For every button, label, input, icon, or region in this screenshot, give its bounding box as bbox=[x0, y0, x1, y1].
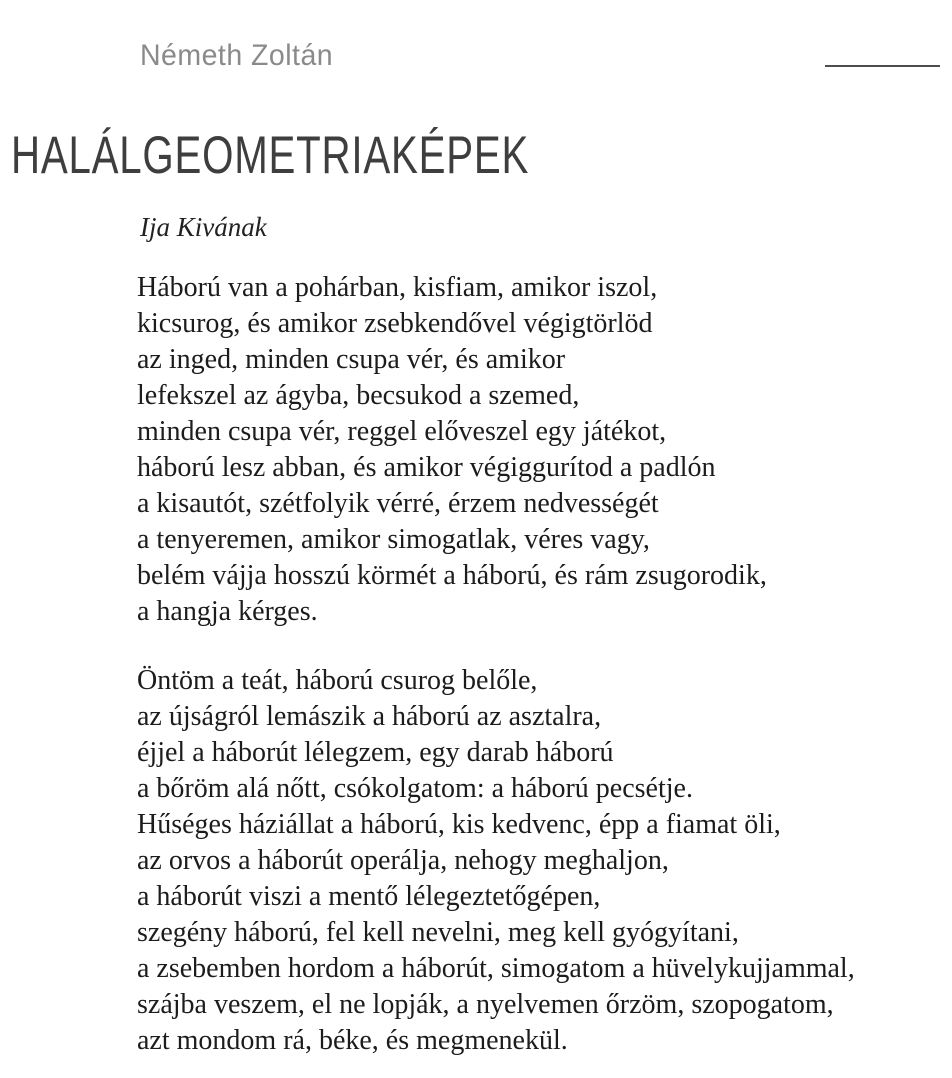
stanza bbox=[137, 270, 855, 630]
poem-line: szegény háború, fel kell nevelni, meg kell gyógyítani, bbox=[137, 917, 739, 948]
poem-line: szájba veszem, el ne lopják, a nyelvemen őrzöm, szopogatom, bbox=[137, 989, 834, 1020]
poem-line: a tenyeremen, amikor simogatlak, véres vagy, bbox=[137, 524, 650, 555]
poem-line: az orvos a háborút operálja, nehogy meghaljon, bbox=[137, 845, 669, 876]
poem-line: Háború van a pohárban, kisfiam, amikor iszol, bbox=[137, 272, 658, 303]
poem-body bbox=[137, 270, 855, 1078]
poem-line: háború lesz abban, és amikor végiggurítod a padlón bbox=[137, 452, 716, 483]
poem-line: a kisautót, szétfolyik vérré, érzem nedvességét bbox=[137, 488, 659, 519]
poem-line: Hűséges háziállat a háború, kis kedvenc, épp a fiamat öli, bbox=[137, 809, 781, 840]
poem-line: lefekszel az ágyba, becsukod a szemed, bbox=[137, 380, 580, 411]
author-name: Németh Zoltán bbox=[140, 39, 334, 72]
poem-line: kicsurog, és amikor zsebkendővel végigtörlöd bbox=[137, 308, 653, 339]
poem-dedication: Ija Kivának bbox=[140, 212, 267, 242]
poem-line: a zsebemben hordom a háborút, simogatom a hüvelykujjammal, bbox=[137, 953, 855, 984]
stanza bbox=[137, 663, 855, 1059]
poem-line: a bőröm alá nőtt, csókolgatom: a háború pecsétje. bbox=[137, 773, 693, 804]
poem-line: az újságról lemászik a háború az asztalra, bbox=[137, 701, 602, 732]
poem-line: belém vájja hosszú körmét a háború, és rám zsugorodik, bbox=[137, 560, 767, 591]
poem-title: HALÁLGEOMETRIAKÉPEK bbox=[11, 126, 530, 185]
poem-line: az inged, minden csupa vér, és amikor bbox=[137, 344, 566, 375]
poem-line: a háborút viszi a mentő lélegeztetőgépen, bbox=[137, 881, 601, 912]
poem-line: minden csupa vér, reggel előveszel egy játékot, bbox=[137, 416, 667, 447]
poem-line: éjjel a háborút lélegzem, egy darab háború bbox=[137, 737, 614, 768]
poem-line: a hangja kérges. bbox=[137, 596, 318, 627]
header-rule-line bbox=[825, 65, 940, 67]
poem-line: azt mondom rá, béke, és megmenekül. bbox=[137, 1025, 568, 1056]
poem-line: Öntöm a teát, háború csurog belőle, bbox=[137, 665, 538, 696]
